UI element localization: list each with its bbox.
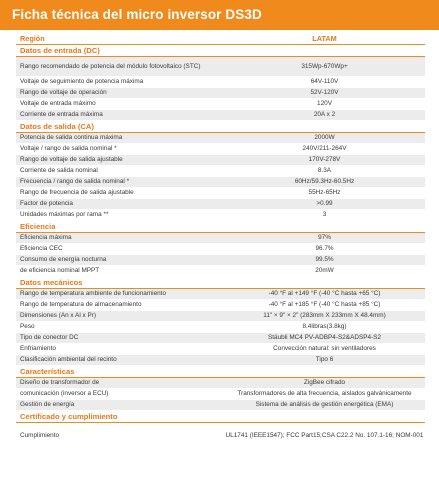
table-row xyxy=(16,423,425,449)
table-row xyxy=(16,99,425,110)
table-row xyxy=(16,233,425,244)
row-label: Dimensiones (An x Al x Pr) xyxy=(20,312,97,319)
table-row xyxy=(16,344,425,355)
row-value: Transformadores de alta frecuencia, aislados galvánicamente xyxy=(237,390,412,397)
row-value: 170V-278V xyxy=(308,156,341,163)
table-row xyxy=(16,144,425,155)
table-row xyxy=(16,188,425,199)
table-row xyxy=(16,110,425,121)
row-label: Rango recomendado de potencia del módulo fotovoltaico (STC) xyxy=(20,62,201,70)
row-label: Gestión de energía xyxy=(20,401,75,408)
row-value: Stäubli MC4 PV-ADBP4-S2&ADSP4-S2 xyxy=(268,334,381,341)
row-value: -40 °F al +185 °F (-40 °C hasta +85 °C) xyxy=(268,301,381,308)
table-row xyxy=(16,177,425,188)
table-row xyxy=(16,155,425,166)
table-row xyxy=(16,378,425,389)
row-value: 3 xyxy=(322,211,327,218)
row-label: Diseño de transformador de xyxy=(20,379,100,386)
row-label: Cumplimiento xyxy=(20,431,60,439)
row-label: Voltaje de entrada máximo xyxy=(20,100,96,107)
table-row xyxy=(16,311,425,322)
row-label: Frecuencia / rango de salida nominal * xyxy=(20,178,130,185)
row-label: Factor de potencia xyxy=(20,200,73,207)
row-value: 8.3A xyxy=(317,167,332,174)
row-value: ZigBee cifrado xyxy=(303,379,346,386)
table-row xyxy=(16,400,425,411)
section-title: Eficiencia xyxy=(16,221,425,233)
row-label: Rango de frecuencia de salida ajustable xyxy=(20,189,134,196)
row-value: 96.7% xyxy=(315,245,334,252)
row-label: Voltaje de seguimiento de potencia máxima xyxy=(20,78,144,85)
region-header xyxy=(16,32,425,45)
row-value: Sistema de análisis de gestión energética (EMA) xyxy=(255,401,394,408)
table-row xyxy=(16,166,425,177)
row-label: de eficiencia nominal MPPT xyxy=(20,267,100,274)
table-row xyxy=(16,255,425,266)
row-label: Enfriamiento xyxy=(20,345,56,352)
table-row xyxy=(16,244,425,255)
row-label: Potencia de salida continua máxima xyxy=(20,134,123,141)
table-row xyxy=(16,300,425,311)
row-label: Rango de temperatura ambiente de funcionamiento xyxy=(20,290,167,297)
row-label: Clasificación ambiental del recinto xyxy=(20,356,117,363)
row-label: Rango de voltaje de operación xyxy=(20,89,107,96)
section-title: Datos de entrada (DC) xyxy=(16,45,425,57)
table-row xyxy=(16,210,425,221)
row-value: 99.5% xyxy=(315,256,334,263)
section-title: Datos de salida (CA) xyxy=(16,121,425,133)
row-value: -40 °F al +149 °F (-40 °C hasta +65 °C) xyxy=(268,290,381,297)
row-value: 20mW xyxy=(315,267,334,274)
row-value: 60Hz/59.3Hz-60.5Hz xyxy=(294,178,355,185)
row-label: Consumo de energía nocturna xyxy=(20,256,107,263)
row-label: Rango de temperatura de almacenamiento xyxy=(20,301,142,308)
spec-table xyxy=(0,30,439,449)
row-value: 64V-110V xyxy=(310,78,339,85)
table-row xyxy=(16,266,425,277)
row-value: Tipo 6 xyxy=(315,356,334,363)
row-value: 20A x 2 xyxy=(313,111,336,118)
row-label: comunicación (inversor a ECU) xyxy=(20,390,109,397)
row-value: 120V xyxy=(317,100,332,107)
row-value: 55Hz-65Hz xyxy=(308,189,341,196)
row-label: Voltaje / rango de salida nominal * xyxy=(20,145,117,152)
section-title: Certificado y cumplimiento xyxy=(16,411,425,423)
section-title: Datos mecánicos xyxy=(16,277,425,289)
row-label: Unidades máximas por rama ** xyxy=(20,211,109,218)
table-row xyxy=(16,389,425,400)
table-row xyxy=(16,199,425,210)
row-label: Eficiencia máxima xyxy=(20,234,72,241)
table-row xyxy=(16,88,425,99)
row-label: Corriente de entrada máxima xyxy=(20,111,103,118)
region-label: Región xyxy=(20,33,45,43)
row-value: 11" × 9" × 2" (283mm X 233mm X 48.4mm) xyxy=(263,312,386,319)
row-value: >0.99 xyxy=(316,200,333,207)
row-value: 8.4libras(3.8kg) xyxy=(302,323,347,330)
row-label: Tipo de conector DC xyxy=(20,334,79,341)
page-title: Ficha técnica del micro inversor DS3D xyxy=(0,0,439,30)
row-label: Peso xyxy=(20,323,35,330)
table-row xyxy=(16,289,425,300)
table-row xyxy=(16,322,425,333)
section-title: Características xyxy=(16,366,425,378)
row-label: Rango de voltaje de salida ajustable xyxy=(20,156,123,163)
row-value: 52V-120V xyxy=(310,89,339,96)
region-value: LATAM xyxy=(312,33,337,43)
row-value: UL1741 (IEEE1547); FCC Part15;CSA C22.2 No. 107.1-16; NOM-001 xyxy=(225,431,424,439)
row-value: 315Wp-670Wp+ xyxy=(301,62,348,70)
row-value: 240V/211-264V xyxy=(302,145,347,152)
row-value: Convección natural: sin ventiladores xyxy=(273,345,376,352)
table-row xyxy=(16,355,425,366)
table-row xyxy=(16,133,425,144)
row-label: Eficiencia CEC xyxy=(20,245,63,252)
table-row xyxy=(16,57,425,77)
row-label: Corriente de salida nominal xyxy=(20,167,98,174)
row-value: 97% xyxy=(318,234,331,241)
row-value: 2000W xyxy=(314,134,335,141)
table-row xyxy=(16,333,425,344)
table-row xyxy=(16,77,425,88)
